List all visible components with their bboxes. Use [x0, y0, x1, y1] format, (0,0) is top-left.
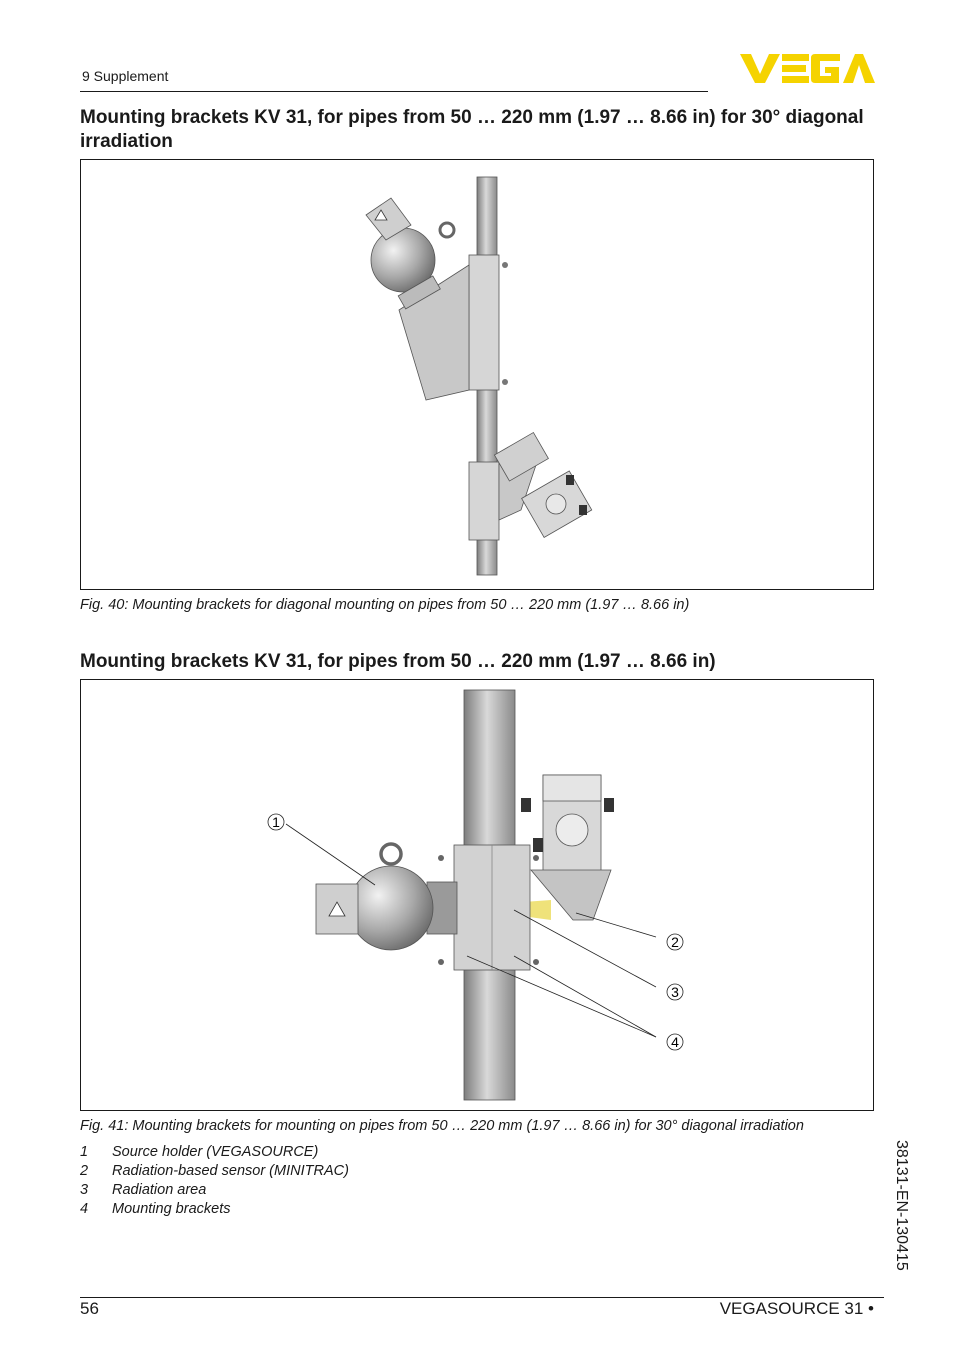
section-title-straight: Mounting brackets KV 31, for pipes from 50 … 220 mm (1.97 … 8.66 in) [80, 651, 716, 672]
section-label: 9 Supplement [82, 68, 169, 84]
diagonal-mounting-drawing [81, 160, 873, 589]
figure-41 [80, 679, 874, 1111]
figure-40 [80, 159, 874, 590]
section-title-diagonal: Mounting brackets KV 31, for pipes from 50 … 220 mm (1.97 … 8.66 in) for 30° diagonal irradiation [80, 107, 864, 152]
svg-text:2: 2 [671, 934, 679, 950]
legend-item: 4 Mounting brackets [80, 1201, 231, 1217]
svg-text:3: 3 [671, 984, 679, 1000]
callout-4 [667, 1034, 683, 1050]
page-number: 56 [80, 1299, 99, 1318]
figure-legend [80, 1143, 349, 1219]
figure-41-caption: Fig. 41: Mounting brackets for mounting on pipes from 50 … 220 mm (1.97 … 8.66 in) for 30° diagonal irradiation [80, 1118, 804, 1134]
svg-text:4: 4 [671, 1034, 679, 1050]
callout-2 [667, 934, 683, 950]
document-id: 38131-EN-130415 [893, 1140, 910, 1271]
straight-mounting-drawing [81, 680, 873, 1110]
vega-logo [740, 50, 875, 86]
callout-1 [268, 814, 284, 830]
legend-item: 3 Radiation area [80, 1182, 207, 1198]
legend-item: 2 Radiation-based sensor (MINITRAC) [80, 1163, 349, 1179]
callout-3 [667, 984, 683, 1000]
legend-item: 1 Source holder (VEGASOURCE) [80, 1144, 319, 1160]
svg-text:1: 1 [272, 814, 280, 830]
header-rule [80, 91, 708, 92]
footer-rule [80, 1297, 884, 1298]
product-name: VEGASOURCE 31 • [719, 1299, 874, 1318]
figure-40-caption: Fig. 40: Mounting brackets for diagonal mounting on pipes from 50 … 220 mm (1.97 … 8.66 in) [80, 597, 690, 613]
